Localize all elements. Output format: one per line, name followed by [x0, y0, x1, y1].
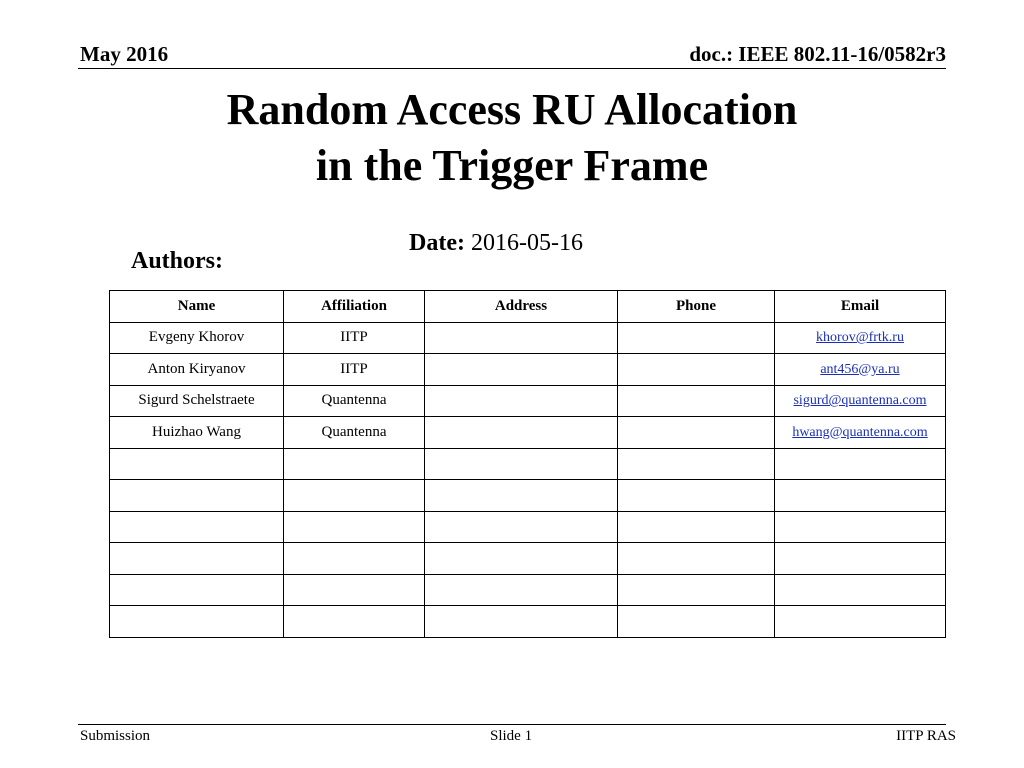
cell-address [425, 480, 618, 512]
authors-table [109, 290, 946, 638]
header-email: Email [775, 291, 946, 323]
table-header-row [110, 291, 946, 323]
footer-submission: Submission [80, 728, 151, 744]
header-doc-id: doc.: IEEE 802.11-16/0582r3 [689, 42, 946, 66]
header-name: Name [110, 291, 284, 323]
date-label: Date: [409, 230, 465, 256]
email-link[interactable]: sigurd@quantenna.com [793, 393, 927, 409]
cell-name [110, 574, 284, 606]
slide-title-line-2: in the Trigger Frame [315, 141, 709, 190]
cell-phone [618, 606, 775, 638]
cell-email [775, 511, 946, 543]
slide-title-line-1: Random Access RU Allocation [226, 85, 798, 134]
cell-affiliation: Quantenna [284, 385, 425, 417]
header-divider [78, 68, 946, 69]
cell-name: Huizhao Wang [110, 417, 284, 449]
cell-name [110, 448, 284, 480]
email-link[interactable]: khorov@frtk.ru [816, 330, 904, 346]
cell-name [110, 543, 284, 575]
cell-address [425, 354, 618, 386]
cell-phone [618, 354, 775, 386]
table-row [110, 606, 946, 638]
cell-email [775, 448, 946, 480]
cell-email [775, 385, 946, 417]
cell-email [775, 322, 946, 354]
email-link[interactable]: ant456@ya.ru [820, 361, 900, 377]
cell-name: Sigurd Schelstraete [110, 385, 284, 417]
header-address: Address [425, 291, 618, 323]
cell-address [425, 417, 618, 449]
table-row [110, 574, 946, 606]
authors-label: Authors: [131, 248, 224, 274]
cell-phone [618, 448, 775, 480]
header-phone: Phone [618, 291, 775, 323]
cell-name [110, 511, 284, 543]
cell-address [425, 543, 618, 575]
email-link[interactable]: hwang@quantenna.com [792, 424, 928, 440]
table-row [110, 322, 946, 354]
cell-affiliation [284, 511, 425, 543]
table-row [110, 354, 946, 386]
cell-phone [618, 574, 775, 606]
date-value: 2016-05-16 [470, 230, 583, 256]
cell-phone [618, 480, 775, 512]
slide-title [0, 82, 1024, 194]
cell-email [775, 574, 946, 606]
table-row [110, 543, 946, 575]
cell-affiliation [284, 606, 425, 638]
table-row [110, 385, 946, 417]
footer-organization: IITP RAS [896, 728, 956, 744]
cell-phone [618, 417, 775, 449]
cell-phone [618, 511, 775, 543]
cell-address [425, 574, 618, 606]
cell-name [110, 480, 284, 512]
table-row [110, 417, 946, 449]
cell-email [775, 480, 946, 512]
cell-name: Evgeny Khorov [110, 322, 284, 354]
footer-divider [78, 724, 946, 725]
cell-address [425, 606, 618, 638]
cell-phone [618, 322, 775, 354]
cell-phone [618, 385, 775, 417]
cell-affiliation [284, 480, 425, 512]
cell-address [425, 322, 618, 354]
cell-email [775, 354, 946, 386]
cell-affiliation: IITP [284, 322, 425, 354]
cell-name: Anton Kiryanov [110, 354, 284, 386]
cell-affiliation [284, 543, 425, 575]
cell-affiliation: IITP [284, 354, 425, 386]
table-row [110, 448, 946, 480]
table-row [110, 511, 946, 543]
header-date: May 2016 [80, 42, 169, 66]
cell-affiliation [284, 574, 425, 606]
cell-name [110, 606, 284, 638]
footer-slide-number: Slide 1 [490, 728, 533, 744]
cell-email [775, 417, 946, 449]
cell-email [775, 606, 946, 638]
table-row [110, 480, 946, 512]
cell-affiliation [284, 448, 425, 480]
cell-address [425, 448, 618, 480]
date-line [409, 230, 583, 257]
cell-affiliation: Quantenna [284, 417, 425, 449]
cell-phone [618, 543, 775, 575]
cell-address [425, 385, 618, 417]
header-affiliation: Affiliation [284, 291, 425, 323]
cell-address [425, 511, 618, 543]
cell-email [775, 543, 946, 575]
